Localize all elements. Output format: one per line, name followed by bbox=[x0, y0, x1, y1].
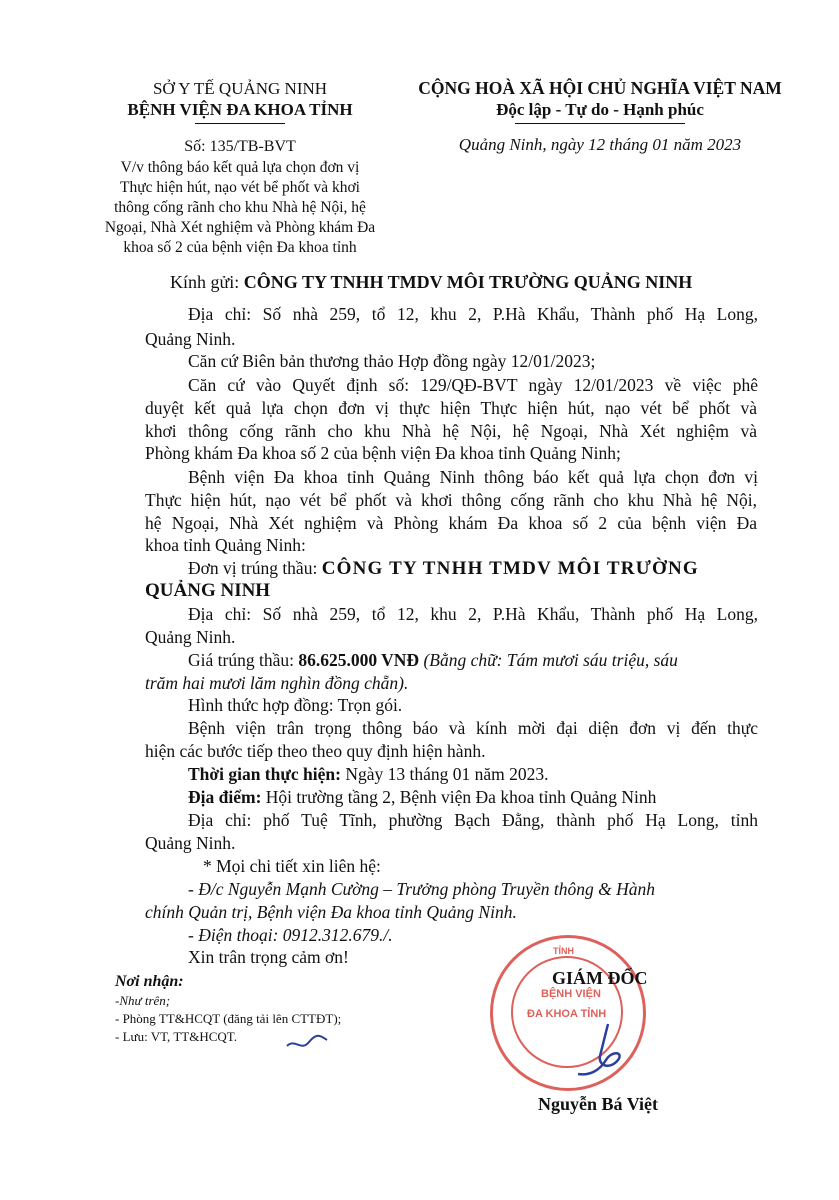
basis-2-line-1: Căn cứ vào Quyết định số: 129/QĐ-BVT ngày 12/01/2023 về việc phê bbox=[188, 375, 758, 395]
time-label: Thời gian thực hiện: bbox=[188, 764, 341, 784]
contact-person-line-1: - Đ/c Nguyễn Mạnh Cường – Trưởng phòng Truyền thông & Hành bbox=[188, 879, 655, 899]
header-right-rule bbox=[515, 123, 685, 124]
contract-type: Hình thức hợp đồng: Trọn gói. bbox=[188, 695, 403, 715]
initials-mark bbox=[285, 1032, 330, 1054]
price-label: Giá trúng thầu: bbox=[188, 650, 299, 670]
header-left-rule bbox=[195, 123, 285, 124]
notice-line-4: khoa tỉnh Quảng Ninh: bbox=[145, 535, 306, 555]
recipient-item: - Lưu: VT, TT&HCQT. bbox=[115, 1029, 237, 1044]
document-number: Số: 135/TB-BVT bbox=[184, 138, 296, 155]
basis-2-line-2: duyệt kết quả lựa chọn đơn vị thực hiện Thực hiện hút, nạo vét bể phốt và bbox=[145, 398, 757, 418]
notice-line-3: hệ Ngoại, Nhà Xét nghiệm và Phòng khám Đa khoa số 2 của bệnh viện Đa bbox=[145, 513, 757, 533]
basis-2-line-4: Phòng khám Đa khoa số 2 của bệnh viện Đa khoa tỉnh Quảng Ninh; bbox=[145, 443, 621, 463]
venue-value: Hội trường tầng 2, Bệnh viện Đa khoa tỉnh Quảng Ninh bbox=[261, 787, 657, 807]
contact-phone: - Điện thoại: 0912.312.679./. bbox=[188, 925, 393, 945]
header-left bbox=[95, 78, 385, 120]
venue-label: Địa điểm: bbox=[188, 787, 262, 807]
subject-line: khoa số 2 của bệnh viện Đa khoa tỉnh bbox=[123, 239, 357, 256]
address-2-line-2: Quảng Ninh. bbox=[145, 627, 236, 647]
winner-name: CÔNG TY TNHH TMDV MÔI TRƯỜNG bbox=[321, 558, 699, 579]
national-motto: Độc lập - Tự do - Hạnh phúc bbox=[496, 100, 704, 119]
stamp-text: ĐA KHOA TỈNH bbox=[527, 1008, 607, 1020]
subject-line: thông cống rãnh cho khu Nhà hệ Nội, hệ bbox=[114, 199, 366, 216]
invite-line-1: Bệnh viện trân trọng thông báo và kính mời đại diện đơn vị đến thực bbox=[188, 718, 758, 738]
address-3-line-1: Địa chỉ: phố Tuệ Tĩnh, phường Bạch Đằng, thành phố Hạ Long, tỉnh bbox=[188, 810, 758, 830]
subject-line: Ngoại, Nhà Xét nghiệm và Phòng khám Đa bbox=[104, 219, 376, 236]
basis-2-line-3: khơi thông cống rãnh cho khu Nhà hệ Nội, hệ Ngoại, Nhà Xét nghiệm và bbox=[145, 421, 757, 441]
address-1-line-2: Quảng Ninh. bbox=[145, 329, 236, 349]
handwritten-signature bbox=[570, 1020, 640, 1080]
contact-intro: * Mọi chi tiết xin liên hệ: bbox=[203, 856, 381, 876]
address-1-line-1: Địa chỉ: Số nhà 259, tổ 12, khu 2, P.Hà Khẩu, Thành phố Hạ Long, bbox=[188, 304, 758, 324]
recipient-item: - Phòng TT&HCQT (đăng tải lên CTTĐT); bbox=[115, 1011, 342, 1026]
subject-block bbox=[95, 158, 385, 258]
department-name: SỞ Y TẾ QUẢNG NINH bbox=[152, 79, 328, 98]
stamp-text: BỆNH VIỆN bbox=[541, 988, 601, 1000]
notice-line-1: Bệnh viện Đa khoa tỉnh Quảng Ninh thông báo kết quả lựa chọn đơn vị bbox=[188, 467, 758, 487]
price-words-line-2: trăm hai mươi lăm nghìn đồng chẵn). bbox=[145, 673, 409, 693]
subject-line: Thực hiện hút, nạo vét bể phốt và khơi bbox=[119, 179, 360, 196]
venue-line bbox=[188, 786, 656, 808]
time-line bbox=[188, 763, 548, 785]
recipients-title: Nơi nhận: bbox=[115, 973, 184, 990]
basis-1: Căn cứ Biên bản thương thảo Hợp đồng ngày 12/01/2023; bbox=[188, 351, 596, 371]
subject-line: V/v thông báo kết quả lựa chọn đơn vị bbox=[120, 159, 360, 176]
contact-person-line-2: chính Quản trị, Bệnh viện Đa khoa tỉnh Quảng Ninh. bbox=[145, 902, 517, 922]
address-2-line-1: Địa chỉ: Số nhà 259, tổ 12, khu 2, P.Hà Khẩu, Thành phố Hạ Long, bbox=[188, 604, 758, 624]
winner-line-1 bbox=[188, 557, 699, 580]
winner-name-line-2: QUẢNG NINH bbox=[145, 580, 271, 601]
winner-label: Đơn vị trúng thầu: bbox=[188, 558, 322, 578]
recipient-line bbox=[170, 272, 692, 293]
recipient-item: -Như trên; bbox=[115, 993, 171, 1008]
price-line-1 bbox=[188, 649, 678, 671]
signer-title: GIÁM ĐỐC bbox=[552, 968, 648, 988]
thanks: Xin trân trọng cảm ơn! bbox=[188, 947, 349, 967]
hospital-name: BỆNH VIỆN ĐA KHOA TỈNH bbox=[127, 100, 353, 119]
time-value: Ngày 13 tháng 01 năm 2023. bbox=[340, 764, 549, 784]
notice-line-2: Thực hiện hút, nạo vét bể phốt và khơi thông cống rãnh cho khu Nhà hệ Nội, bbox=[145, 490, 757, 510]
address-3-line-2: Quảng Ninh. bbox=[145, 833, 236, 853]
stamp-text: TỈNH bbox=[553, 946, 574, 956]
signer-name: Nguyễn Bá Việt bbox=[538, 1094, 659, 1114]
recipient-prefix: Kính gửi: bbox=[170, 272, 244, 292]
invite-line-2: hiện các bước tiếp theo theo quy định hiện hành. bbox=[145, 741, 486, 761]
price-words: (Bằng chữ: Tám mươi sáu triệu, sáu bbox=[419, 650, 678, 670]
country-name: CỘNG HOÀ XÃ HỘI CHỦ NGHĨA VIỆT NAM bbox=[418, 78, 782, 98]
price-value: 86.625.000 VNĐ bbox=[298, 650, 420, 670]
place-date: Quảng Ninh, ngày 12 tháng 01 năm 2023 bbox=[458, 135, 742, 154]
recipient-name: CÔNG TY TNHH TMDV MÔI TRƯỜNG QUẢNG NINH bbox=[243, 272, 693, 292]
